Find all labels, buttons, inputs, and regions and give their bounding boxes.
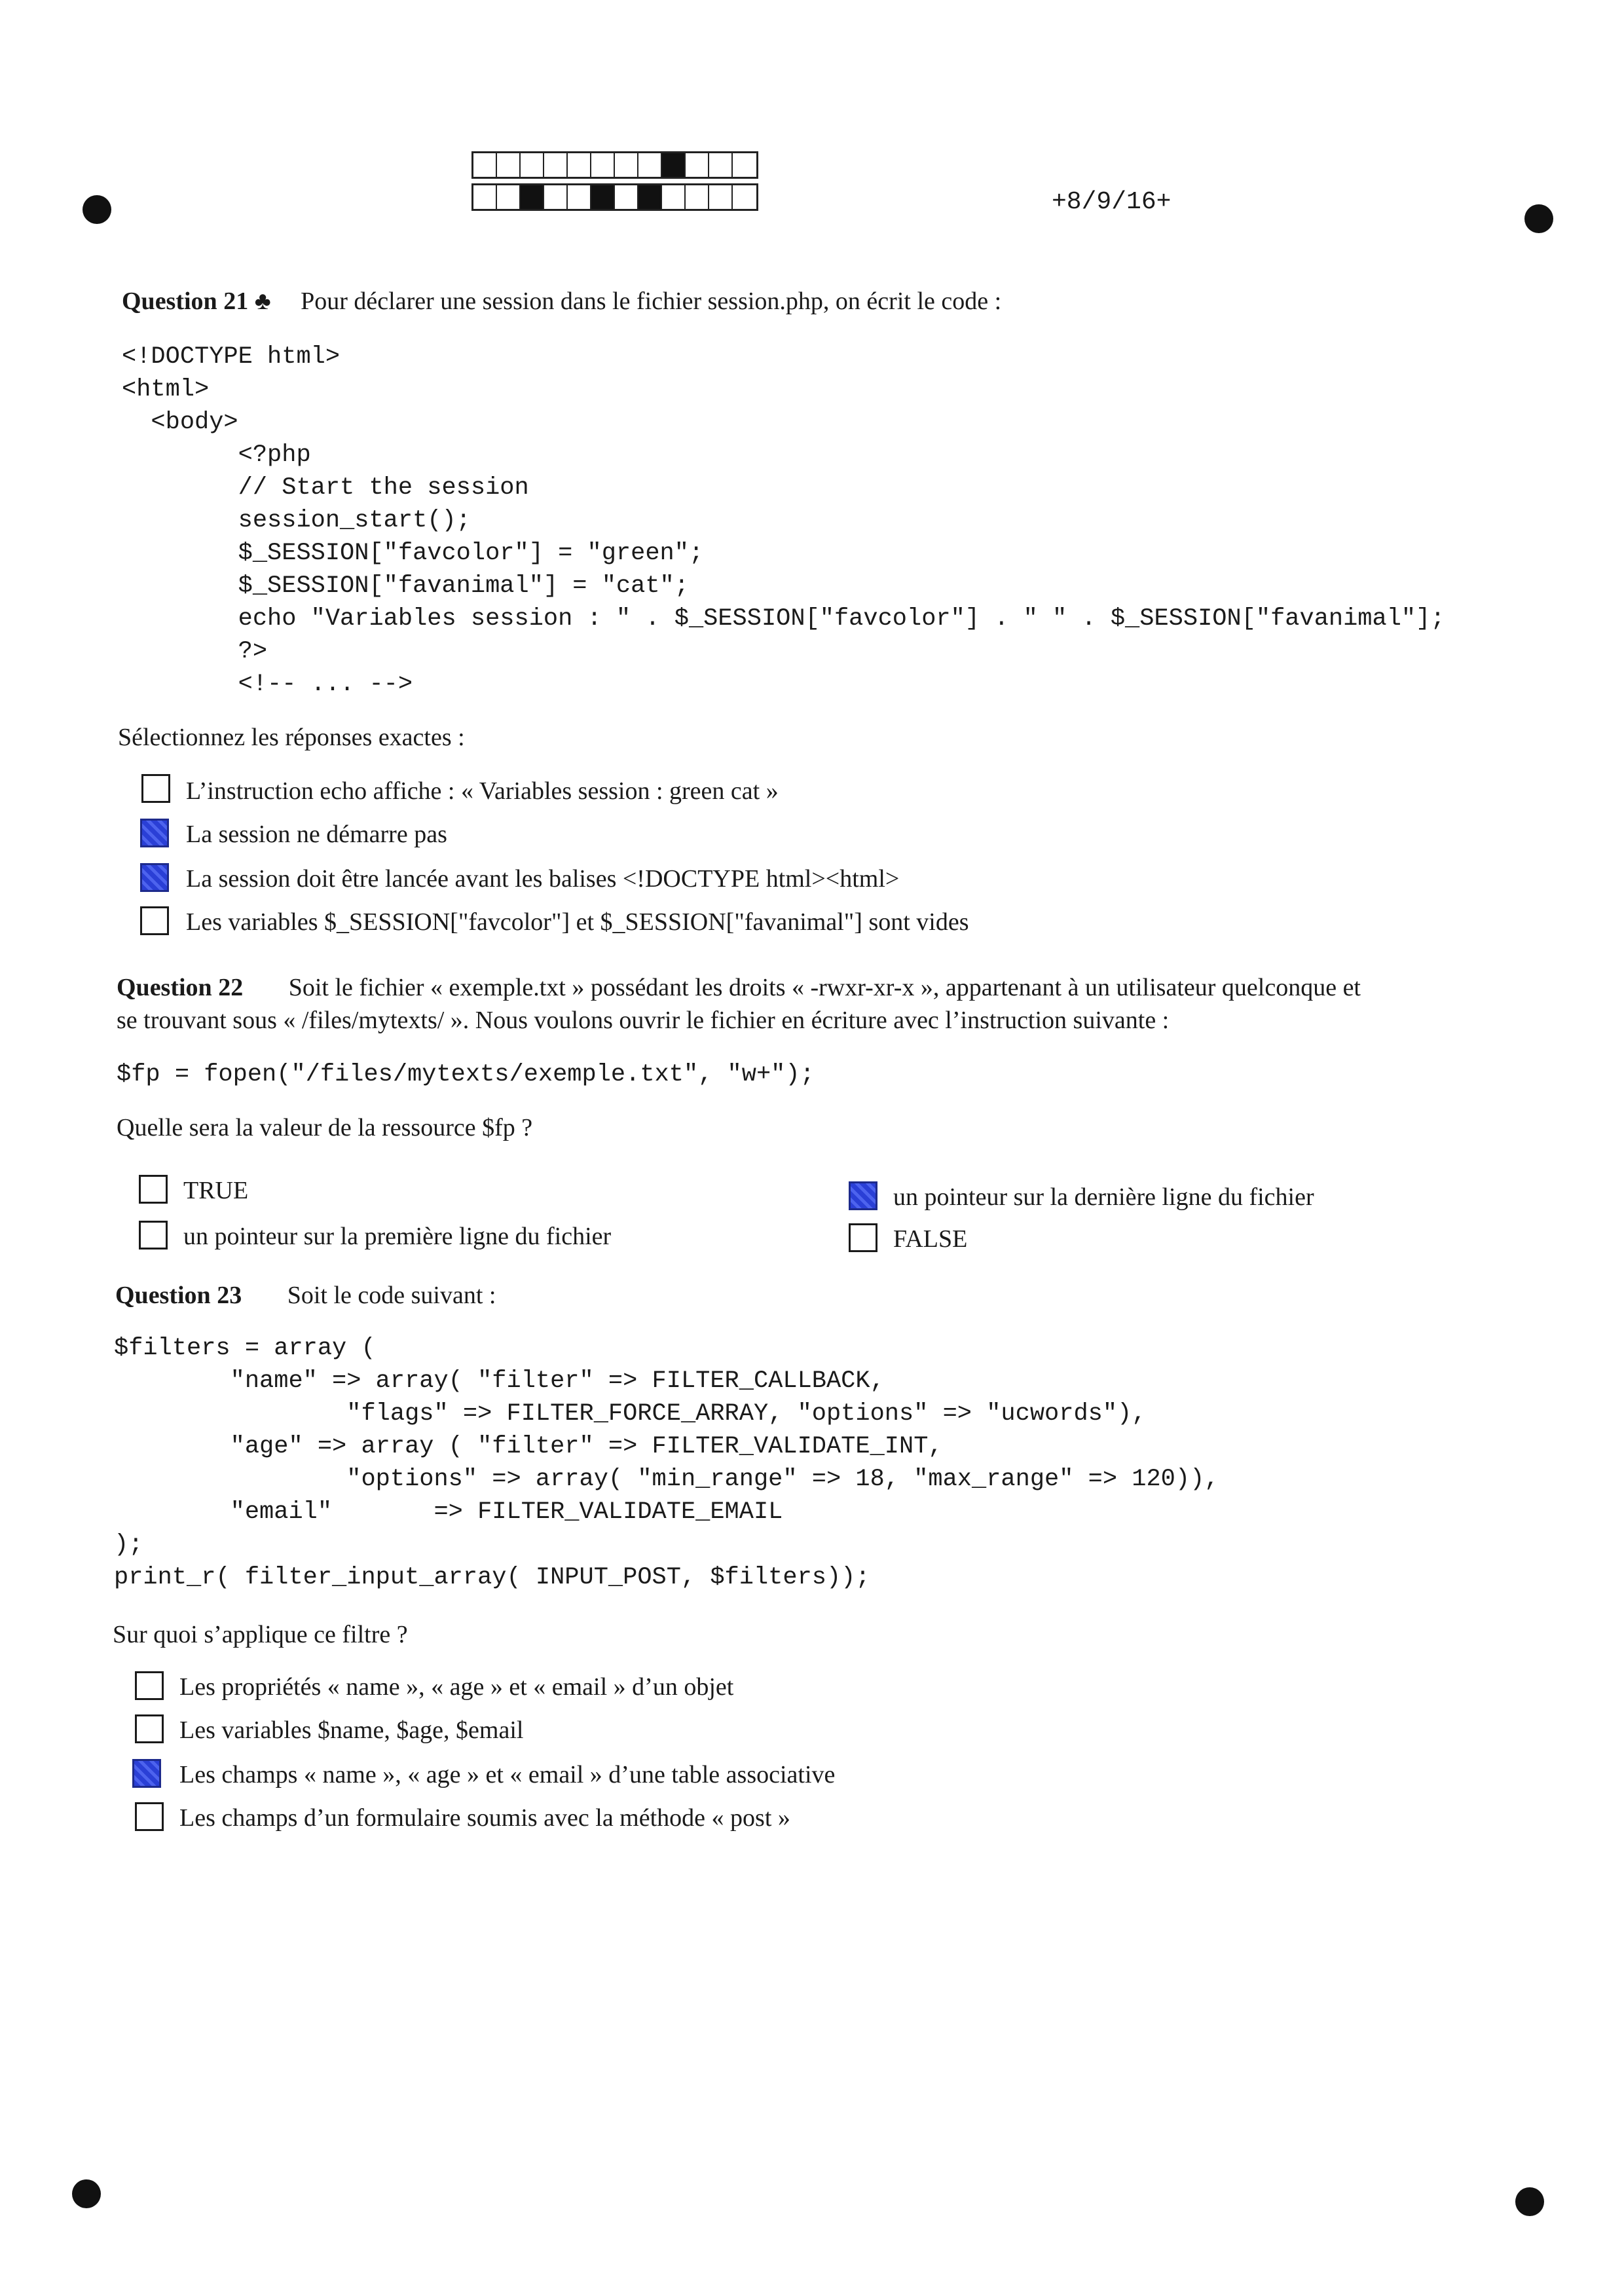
id-grid-cell — [615, 185, 638, 209]
q22-option-false-checkbox[interactable] — [849, 1223, 877, 1252]
id-grid-row-1 — [471, 151, 758, 179]
id-grid-cell — [686, 185, 709, 209]
question-21-instruction: Sélectionnez les réponses exactes : — [118, 724, 465, 751]
q23-option-4-checkbox[interactable] — [135, 1802, 164, 1831]
q23-option-2-checkbox[interactable] — [135, 1714, 164, 1743]
id-grid-cell — [686, 153, 709, 177]
q23-option-2-text: Les variables $name, $age, $email — [179, 1716, 524, 1744]
question-22-header — [117, 972, 1361, 1003]
club-icon: ♣ — [254, 287, 271, 315]
id-grid-cell — [733, 185, 756, 209]
id-grid-cell — [544, 153, 568, 177]
id-grid-cell — [497, 153, 521, 177]
question-22-prompt-line-1: Soit le fichier « exemple.txt » possédant les droits « -rwxr-xr-x », appartenant à un utilisateur quelconque et — [288, 974, 1361, 1001]
question-21-prompt: Pour déclarer une session dans le fichier session.php, on écrit le code : — [301, 287, 1002, 315]
question-21-header — [122, 286, 1001, 317]
id-grid-cell — [709, 153, 733, 177]
id-grid-cell — [733, 153, 756, 177]
q21-option-1-text: L’instruction echo affiche : « Variables session : green cat » — [186, 777, 779, 805]
q22-option-true-text: TRUE — [183, 1177, 249, 1204]
q21-option-2-checkbox[interactable] — [140, 819, 169, 847]
question-22-prompt-line-2: se trouvant sous « /files/mytexts/ ». Nous voulons ouvrir le fichier en écriture avec l’instruction suivante : — [117, 1007, 1170, 1034]
id-grid-cell — [615, 153, 638, 177]
question-22-question: Quelle sera la valeur de la ressource $fp ? — [117, 1114, 533, 1141]
q22-option-false-text: FALSE — [893, 1225, 968, 1253]
q21-option-2-text: La session ne démarre pas — [186, 821, 447, 848]
question-23-question: Sur quoi s’applique ce filtre ? — [113, 1621, 408, 1648]
q23-option-3-checkbox[interactable] — [132, 1759, 161, 1788]
question-23-header — [115, 1280, 496, 1311]
question-21-code: <!DOCTYPE html> <html> <body> <?php // Start the session session_start(); $_SESSION["favcolor"] = "green"; $_SESSION["favanimal"] = "cat"; echo "Variables session : " . $_SESSION["favcolor"] . " " . $_SESSION["favanimal"]; ?> <!-- ... --> — [122, 343, 1445, 698]
q23-option-1-text: Les propriétés « name », « age » et « email » d’un objet — [179, 1673, 734, 1701]
question-22-label: Question 22 — [117, 974, 244, 1001]
id-grid-cell — [473, 153, 497, 177]
question-21-label: Question 21 — [122, 287, 249, 315]
question-23-label: Question 23 — [115, 1282, 242, 1309]
q21-option-4-text: Les variables $_SESSION["favcolor"] et $_SESSION["favanimal"] sont vides — [186, 908, 969, 936]
q23-option-1-checkbox[interactable] — [135, 1671, 164, 1700]
id-grid-cell — [521, 153, 544, 177]
id-grid-cell — [662, 153, 686, 177]
id-grid-cell — [497, 185, 521, 209]
q22-option-last-line-text: un pointeur sur la dernière ligne du fichier — [893, 1183, 1314, 1211]
registration-mark-bottom-right — [1515, 2187, 1544, 2216]
q23-option-3-text: Les champs « name », « age » et « email » d’une table associative — [179, 1761, 836, 1788]
id-grid-cell — [591, 185, 615, 209]
q21-option-3-text: La session doit être lancée avant les balises <!DOCTYPE html><html> — [186, 865, 900, 893]
q23-option-4-text: Les champs d’un formulaire soumis avec la méthode « post » — [179, 1804, 790, 1832]
id-grid-cell — [709, 185, 733, 209]
id-grid-row-2 — [471, 183, 758, 211]
id-grid-cell — [568, 185, 591, 209]
q22-option-first-line-checkbox[interactable] — [139, 1221, 168, 1250]
id-grid-cell — [473, 185, 497, 209]
q21-option-4-checkbox[interactable] — [140, 906, 169, 935]
question-23-code: $filters = array ( "name" => array( "filter" => FILTER_CALLBACK, "flags" => FILTER_FORCE_ARRAY, "options" => "ucwords"), "age" => array ( "filter" => FILTER_VALIDATE_INT, "options" => array( "min_range" => 18, "max_range" => 120)), "email" => FILTER_VALIDATE_EMAIL ); print_r( filter_input_array( INPUT_POST, $filters)); — [114, 1335, 1219, 1591]
q22-option-true-checkbox[interactable] — [139, 1175, 168, 1204]
q21-option-1-checkbox[interactable] — [141, 774, 170, 803]
page-id: +8/9/16+ — [1052, 188, 1172, 216]
question-22-code: $fp = fopen("/files/mytexts/exemple.txt", "w+"); — [117, 1061, 815, 1088]
id-grid-cell — [568, 153, 591, 177]
registration-mark-top-left — [83, 195, 111, 224]
id-grid-cell — [638, 153, 662, 177]
id-grid-cell — [591, 153, 615, 177]
registration-mark-top-right — [1524, 204, 1553, 233]
id-grid-cell — [544, 185, 568, 209]
question-23-prompt: Soit le code suivant : — [287, 1282, 496, 1309]
q22-option-last-line-checkbox[interactable] — [849, 1181, 877, 1210]
id-grid-cell — [521, 185, 544, 209]
id-grid-cell — [638, 185, 662, 209]
id-grid-cell — [662, 185, 686, 209]
registration-mark-bottom-left — [72, 2179, 101, 2208]
q21-option-3-checkbox[interactable] — [140, 863, 169, 892]
q22-option-first-line-text: un pointeur sur la première ligne du fichier — [183, 1223, 612, 1250]
